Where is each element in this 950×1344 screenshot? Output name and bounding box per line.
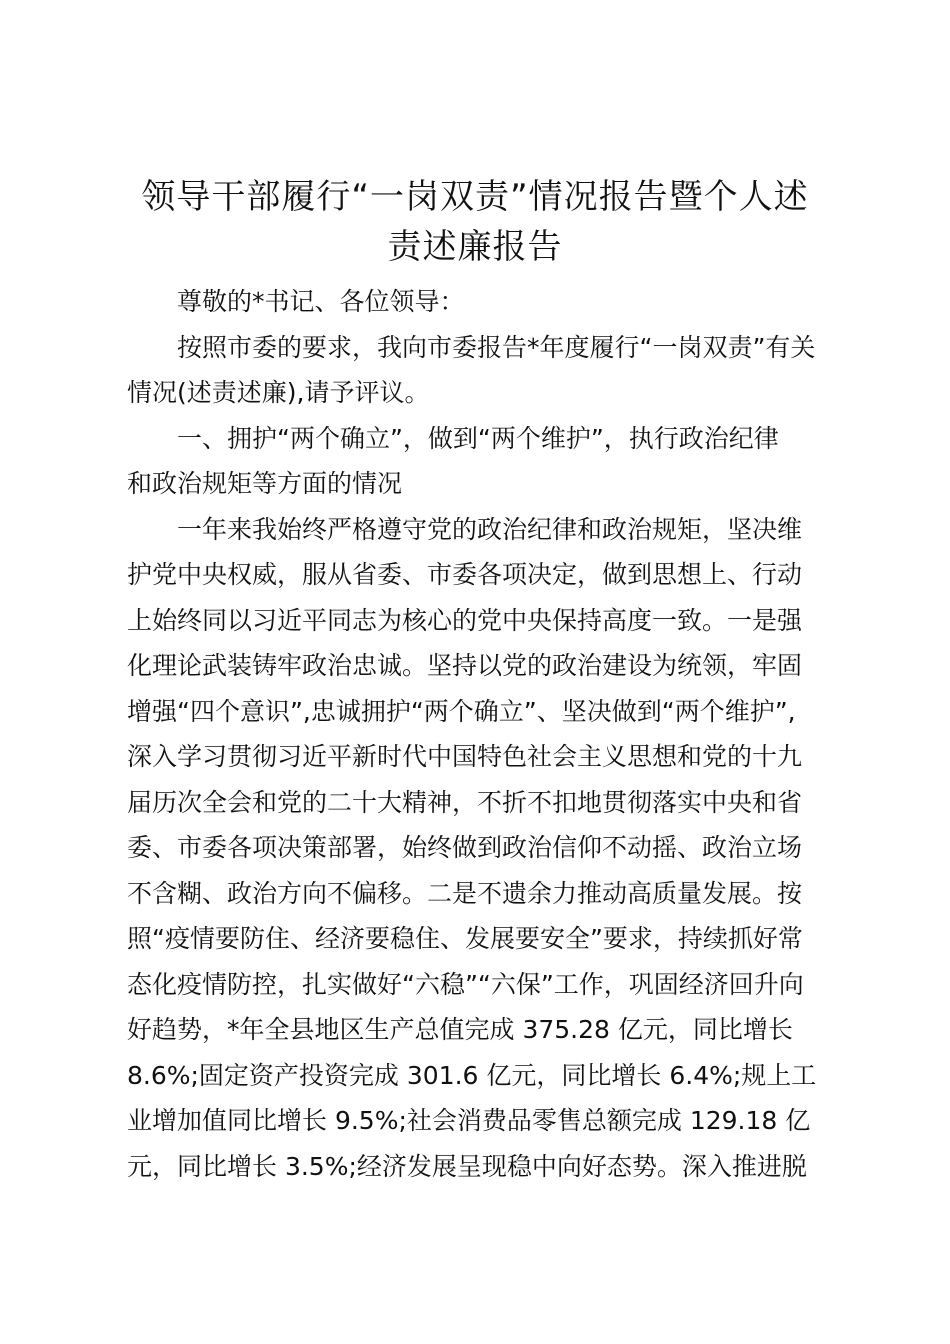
body-line: 元，同比增长 3.5%;经济发展呈现稳中向好态势。深入推进脱 bbox=[127, 1151, 807, 1181]
body-line: 一年来我始终严格遵守党的政治纪律和政治规矩，坚决维 bbox=[177, 514, 803, 544]
section-heading-line: 一、拥护“两个确立”，做到“两个维护”，执行政治纪律 bbox=[177, 423, 779, 453]
body-line: 情况(述责述廉),请予评议。 bbox=[127, 378, 430, 407]
body-line: 不含糊、政治方向不偏移。二是不遗余力推动高质量发展。按 bbox=[127, 878, 803, 908]
body-line: 照“疫情要防住、经济要稳住、发展要安全”要求，持续抓好常 bbox=[127, 924, 803, 953]
title-line-2: 责述廉报告 bbox=[387, 227, 563, 267]
section-heading-line: 和政治规矩等方面的情况 bbox=[127, 469, 403, 498]
body-line: 按照市委的要求，我向市委报告*年度履行“一岗双责”有关 bbox=[177, 332, 816, 362]
body-line: 护党中央权威，服从省委、市委各项决定，做到思想上、行动 bbox=[127, 560, 803, 589]
body-line: 深入学习贯彻习近平新时代中国特色社会主义思想和党的十九 bbox=[127, 742, 803, 771]
body-line: 8.6%;固定资产投资完成 301.6 亿元，同比增长 6.4%;规上工 bbox=[127, 1060, 817, 1090]
title-line-1: 领导干部履行“一岗双责”情况报告暨个人述 bbox=[141, 177, 809, 217]
body-line: 委、市委各项决策部署，始终做到政治信仰不动摇、政治立场 bbox=[127, 833, 803, 862]
body-line: 态化疫情防控，扎实做好“六稳”“六保”工作，巩固经济回升向 bbox=[127, 969, 804, 999]
body-line: 业增加值同比增长 9.5%;社会消费品零售总额完成 129.18 亿 bbox=[127, 1106, 811, 1135]
body-line: 增强“四个意识”,忠诚拥护“两个确立”、坚决做到“两个维护”, bbox=[127, 696, 796, 726]
body-line: 届历次全会和党的二十大精神，不折不扣地贯彻落实中央和省 bbox=[127, 787, 803, 817]
body-line: 好趋势，*年全县地区生产总值完成 375.28 亿元，同比增长 bbox=[127, 1015, 793, 1044]
document-title bbox=[110, 172, 840, 272]
document-body bbox=[127, 279, 827, 1189]
body-line: 化理论武装铸牢政治忠诚。坚持以党的政治建设为统领，牢固 bbox=[127, 651, 803, 680]
salutation: 尊敬的*书记、各位领导： bbox=[177, 287, 465, 316]
body-line: 上始终同以习近平同志为核心的党中央保持高度一致。一是强 bbox=[127, 605, 803, 635]
